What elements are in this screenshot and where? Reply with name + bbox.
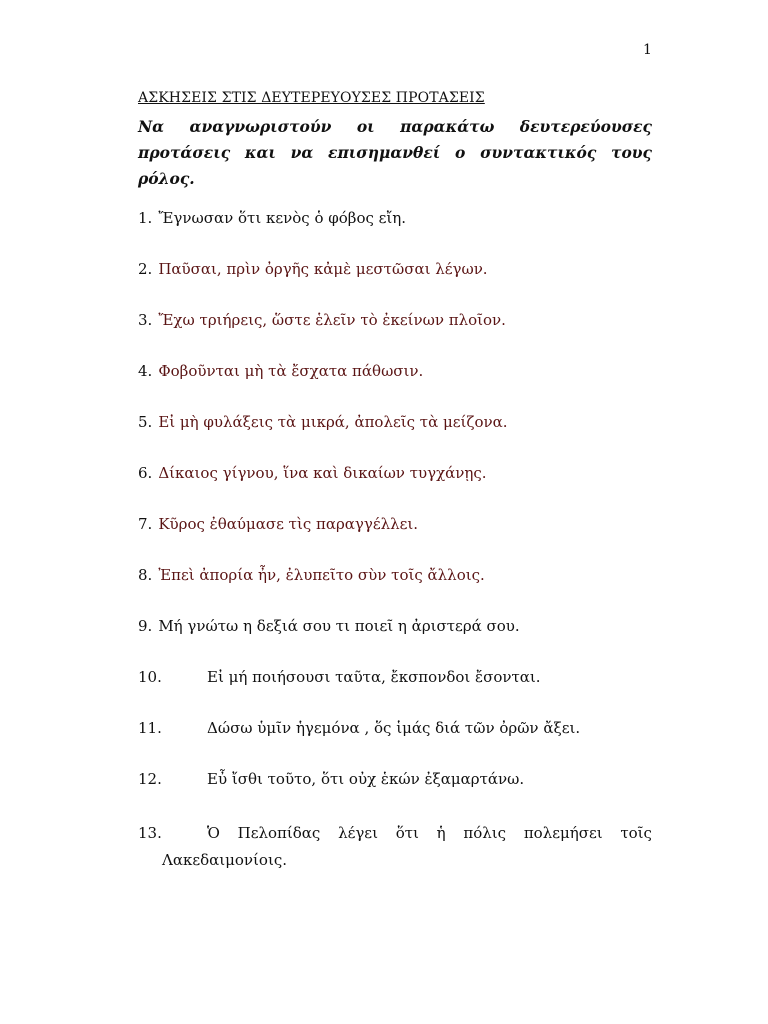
exercise-item-8: [138, 563, 485, 587]
item-sentence: Ἔχω τριήρεις, ὥστε ἑλεῖν τὸ ἐκείνων πλοῖον.: [158, 311, 506, 329]
exercise-item-1: [138, 206, 406, 230]
page-number: 1: [643, 42, 652, 58]
item-sentence: Μή γνώτω η δεξιά σου τι ποιεῖ η ἀριστερά σου.: [158, 617, 520, 635]
item-number: 6.: [138, 464, 153, 482]
item-sentence: Δίκαιος γίγνου, ἵνα καὶ δικαίων τυγχάνῃς.: [158, 464, 487, 482]
exercise-item-2: [138, 257, 488, 281]
item-number: 10.: [138, 668, 162, 686]
item-continuation-line: Λακεδαιμονίοις.: [162, 851, 288, 869]
item-number: 9.: [138, 617, 153, 635]
exercise-item-4: [138, 359, 423, 383]
item-number: 8.: [138, 566, 153, 584]
exercise-item-5: [138, 410, 508, 434]
item-number: 12.: [138, 770, 162, 788]
item-sentence-words: [207, 820, 652, 847]
item-number: 7.: [138, 515, 153, 533]
exercise-instructions: Να αναγνωριστούν οι παρακάτω δευτερεύουσες προτάσεις και να επισημανθεί ο συντακτικός τους ρόλος.: [138, 117, 652, 188]
exercise-item-9: [138, 614, 520, 638]
word: πόλις: [463, 824, 507, 842]
item-number: 4.: [138, 362, 153, 380]
exercise-item-12: [138, 767, 524, 791]
word: Ὁ: [207, 824, 220, 842]
item-sentence: Δώσω ὑμῖν ἡγεμόνα , ὅς ἱμάς διά τῶν ὀρῶν ἄξει.: [207, 719, 581, 737]
item-sentence: Ἐπεὶ ἀπορία ἦν, ἐλυπεῖτο σὺν τοῖς ἄλλοις.: [158, 566, 485, 584]
item-number: 13.: [138, 824, 162, 842]
item-sentence: Εἰ μή ποιήσουσι ταῦτα, ἔκσπονδοι ἔσονται.: [207, 668, 541, 686]
item-sentence: Κῦρος ἐθαύμασε τὶς παραγγέλλει.: [158, 515, 419, 533]
word: ὅτι: [395, 824, 419, 842]
exercise-item-10: [138, 665, 541, 689]
item-first-line: [138, 820, 652, 847]
exercise-item-11: [138, 716, 580, 740]
word: πολεμήσει: [523, 824, 603, 842]
exercise-item-13: [138, 820, 652, 874]
item-sentence: Φοβοῦνται μὴ τὰ ἔσχατα πάθωσιν.: [158, 362, 424, 380]
item-sentence: Εὖ ἴσθι τοῦτο, ὅτι οὐχ ἑκών ἐξαμαρτάνω.: [207, 770, 525, 788]
exercise-item-3: [138, 308, 506, 332]
item-number: 2.: [138, 260, 153, 278]
exercise-item-7: [138, 512, 418, 536]
item-sentence: Εἰ μὴ φυλάξεις τὰ μικρά, ἀπολεῖς τὰ μείζονα.: [158, 413, 508, 431]
exercise-heading: ΑΣΚΗΣΕΙΣ ΣΤΙΣ ΔΕΥΤΕΡΕΥΟΥΣΕΣ ΠΡΟΤΑΣΕΙΣ: [138, 90, 485, 106]
item-number: 3.: [138, 311, 153, 329]
item-number: 11.: [138, 719, 162, 737]
item-number: 1.: [138, 209, 153, 227]
item-sentence: Ἔγνωσαν ὅτι κενὸς ὁ φόβος εἴη.: [158, 209, 407, 227]
word: ἡ: [436, 824, 446, 842]
word: τοῖς: [620, 824, 652, 842]
word: λέγει: [338, 824, 378, 842]
item-sentence: Παῦσαι, πρὶν ὀργῆς κἀμὲ μεστῶσαι λέγων.: [158, 260, 488, 278]
exercise-item-6: [138, 461, 487, 485]
item-number: 5.: [138, 413, 153, 431]
word: Πελοπίδας: [237, 824, 321, 842]
